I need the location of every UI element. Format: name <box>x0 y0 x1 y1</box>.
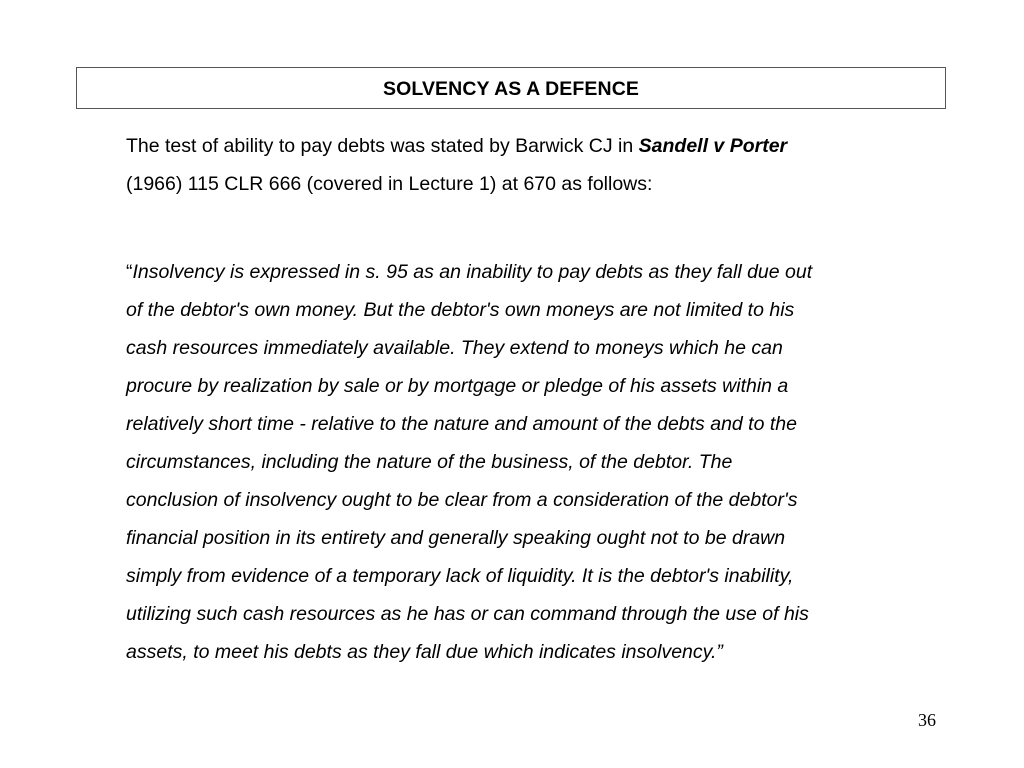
quote-line: financial position in its entirety and generally speaking ought not to be drawn <box>126 527 786 549</box>
quote-line <box>126 253 946 291</box>
intro-text-before-case: The test of ability to pay debts was stated by Barwick CJ in <box>126 135 639 157</box>
title-box <box>76 67 946 109</box>
quote-line: simply from evidence of a temporary lack of liquidity. It is the debtor's inability, <box>126 565 794 587</box>
intro-paragraph <box>126 127 946 203</box>
quote-line-text: Insolvency is expressed in s. 95 as an inability to pay debts as they fall due out <box>132 261 813 283</box>
quote-line: cash resources immediately available. They extend to moneys which he can <box>126 337 783 359</box>
quote-line: of the debtor's own money. But the debtor's own moneys are not limited to his <box>126 299 795 321</box>
quote-line: utilizing such cash resources as he has or can command through the use of his <box>126 603 809 625</box>
quote-line: relatively short time - relative to the nature and amount of the debts and to the <box>126 413 797 435</box>
case-name: Sandell v Porter <box>638 135 788 157</box>
page-number: 36 <box>918 710 936 730</box>
quote-line: procure by realization by sale or by mortgage or pledge of his assets within a <box>126 375 789 397</box>
opening-quote-mark: “ <box>126 261 133 283</box>
quote-line: circumstances, including the nature of the business, of the debtor. The <box>126 451 733 473</box>
quote-line: assets, to meet his debts as they fall due which indicates insolvency.” <box>126 641 723 663</box>
quote-block <box>126 253 946 671</box>
intro-text-after-case: (1966) 115 CLR 666 (covered in Lecture 1) at 670 as follows: <box>126 173 653 195</box>
quote-line: conclusion of insolvency ought to be clear from a consideration of the debtor's <box>126 489 798 511</box>
slide-title: SOLVENCY AS A DEFENCE <box>383 77 639 100</box>
